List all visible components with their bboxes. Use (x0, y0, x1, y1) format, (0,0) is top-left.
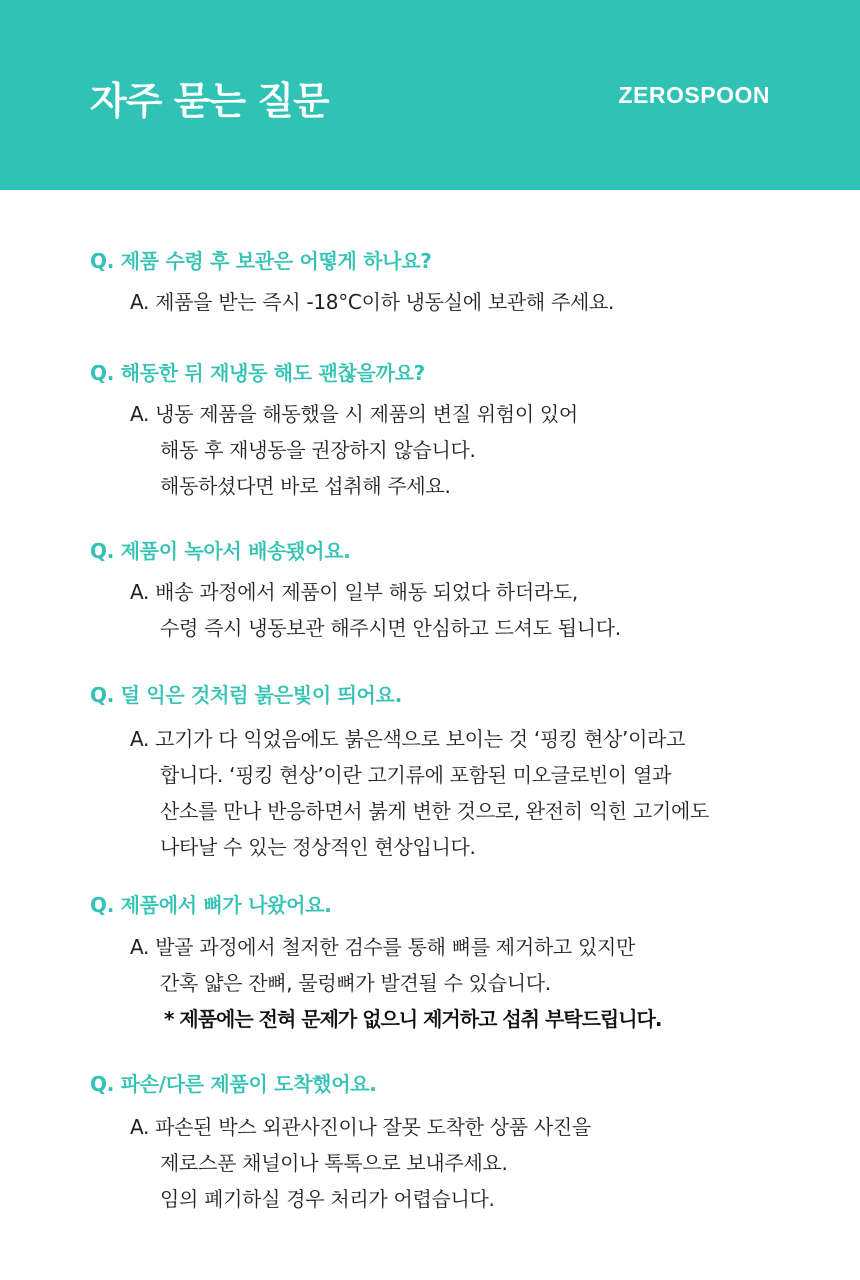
answer-line: 간혹 얇은 잔뼈, 물렁뼈가 발견될 수 있습니다. (160, 971, 551, 995)
faq-answer-storage (130, 284, 614, 320)
faq-question-storage: Q. 제품 수령 후 보관은 어떻게 하나요? (90, 249, 432, 273)
answer-line: 해동 후 재냉동을 권장하지 않습니다. (160, 438, 476, 462)
faq-question-pinking: Q. 덜 익은 것처럼 붉은빛이 띄어요. (90, 683, 402, 707)
answer-line: 합니다. ‘핑킹 현상’이란 고기류에 포함된 미오글로빈이 열과 (160, 763, 671, 787)
answer-line: 임의 폐기하실 경우 처리가 어렵습니다. (160, 1187, 495, 1211)
faq-answer-refreeze (130, 396, 578, 504)
answer-line: A. 냉동 제품을 해동했을 시 제품의 변질 위험이 있어 (130, 402, 578, 426)
answer-line: 제로스푼 채널이나 톡톡으로 보내주세요. (160, 1151, 508, 1175)
answer-line: 해동하셨다면 바로 섭취해 주세요. (160, 474, 451, 498)
answer-line: 산소를 만나 반응하면서 붉게 변한 것으로, 완전히 익힌 고기에도 (160, 799, 710, 823)
answer-line: A. 발골 과정에서 철저한 검수를 통해 뼈를 제거하고 있지만 (130, 935, 636, 959)
faq-question-damaged: Q. 파손/다른 제품이 도착했어요. (90, 1072, 377, 1096)
faq-question-bone: Q. 제품에서 뼈가 나왔어요. (90, 893, 332, 917)
faq-question-melted: Q. 제품이 녹아서 배송됐어요. (90, 539, 351, 563)
answer-line: A. 파손된 박스 외관사진이나 잘못 도착한 상품 사진을 (130, 1115, 591, 1139)
faq-answer-damaged (130, 1109, 591, 1217)
faq-answer-pinking (130, 721, 709, 865)
answer-line: A. 배송 과정에서 제품이 일부 해동 되었다 하더라도, (130, 580, 578, 604)
answer-line: 나타날 수 있는 정상적인 현상입니다. (160, 835, 476, 859)
page-title: 자주 묻는 질문 (90, 79, 329, 123)
brand-logo: ZEROSPOON (618, 82, 770, 108)
answer-line: A. 제품을 받는 즉시 -18°C이하 냉동실에 보관해 주세요. (130, 290, 615, 314)
faq-answer-bone (130, 929, 661, 1037)
answer-line: A. 고기가 다 익었음에도 붉은색으로 보이는 것 ‘핑킹 현상’이라고 (130, 727, 686, 751)
answer-line: 수령 즉시 냉동보관 해주시면 안심하고 드셔도 됩니다. (160, 616, 621, 640)
faq-answer-melted (130, 574, 621, 646)
faq-question-refreeze: Q. 해동한 뒤 재냉동 해도 괜찮을까요? (90, 361, 425, 385)
answer-note: * 제품에는 전혀 문제가 없으니 제거하고 섭취 부탁드립니다. (164, 1007, 662, 1031)
